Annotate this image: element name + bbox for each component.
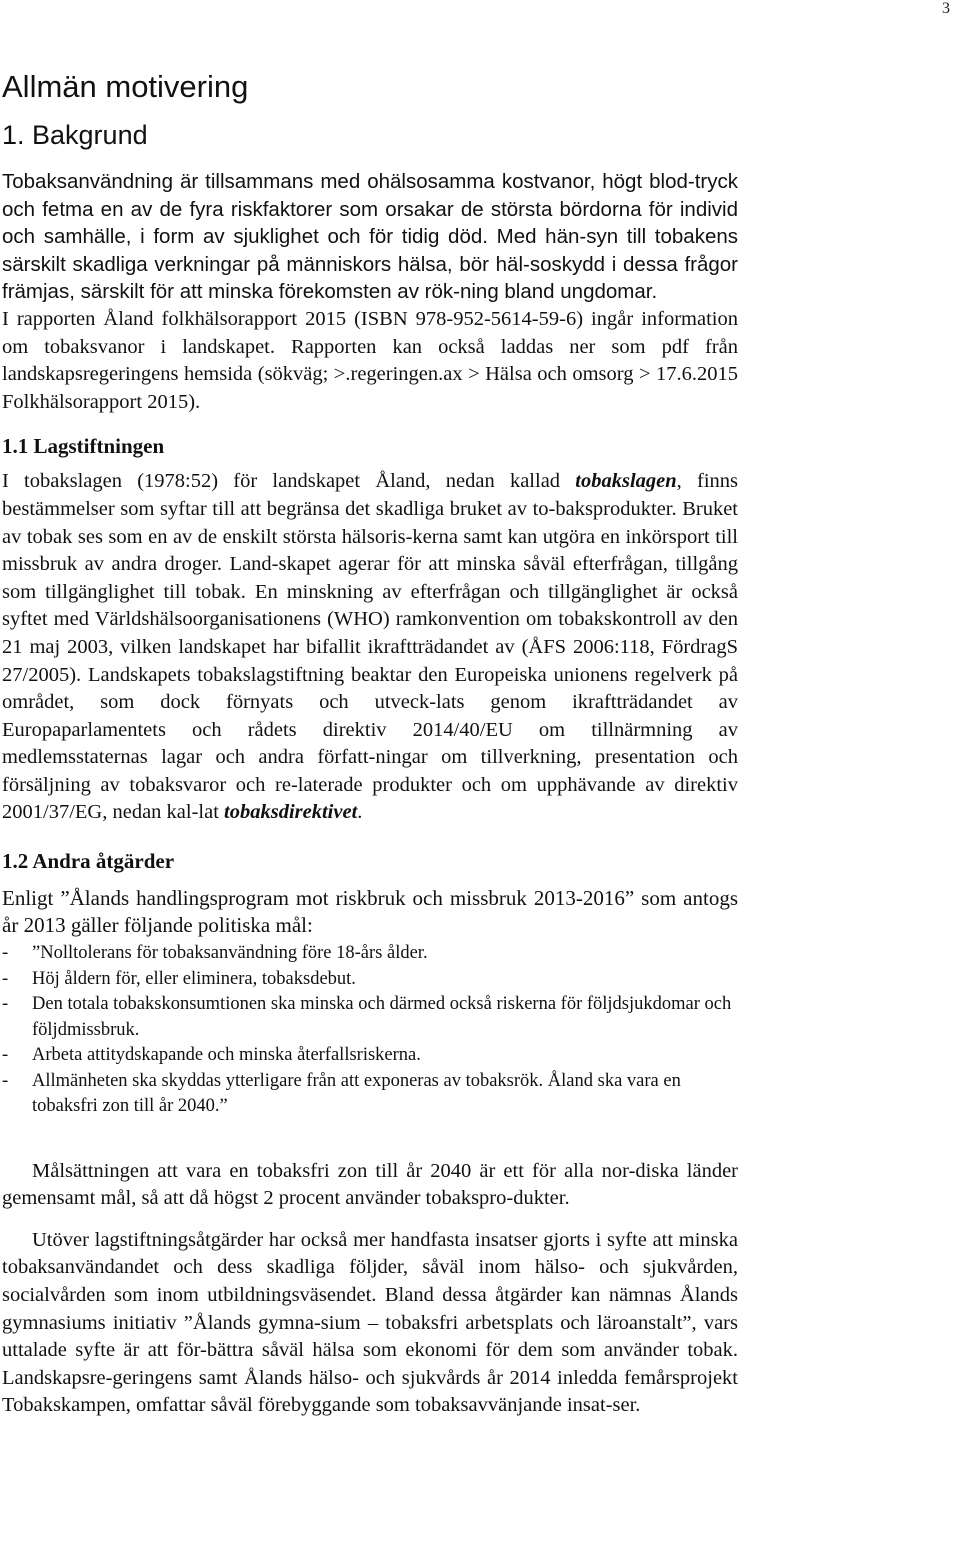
goal-text: ”Nolltolerans för tobaksanvändning före 18-års ålder. xyxy=(32,943,428,964)
section-heading-bakgrund: 1. Bakgrund xyxy=(2,120,148,150)
spacer xyxy=(2,1120,738,1158)
report-reference-paragraph: I rapporten Åland folkhälsorapport 2015 (ISBN 978-952-5614-59-6) ingår information om tobaksvanor i landskapet. Rapporten kan också laddas ner som pdf från landskapsregeringens hemsida (sökväg; >.regeringen.ax > Hälsa och omsorg > 17.6.2015 Folkhälsorapport 2015). xyxy=(2,307,738,413)
goal-text: Den totala tobakskonsumtionen ska minska och därmed också riskerna för följdsjukdomar och följdmissbruk. xyxy=(32,994,732,1040)
lagstiftningen-paragraph xyxy=(2,468,738,827)
document-body xyxy=(2,68,738,1420)
program-intro: Enligt ”Ålands handlingsprogram mot riskbruk och missbruk 2013-2016” som antogs år 2013 gäller följande politiska mål: xyxy=(2,886,738,938)
list-item: - Den totala tobakskonsumtionen ska minska och därmed också riskerna för följdsjukdomar och följdmissbruk. xyxy=(2,994,732,1040)
subsection-heading-andra-atgarder: 1.2 Andra åtgärder xyxy=(2,849,175,874)
page-title: Allmän motivering xyxy=(2,69,249,104)
lagstiftningen-text-a: I tobakslagen (1978:52) för landskapet Åland, nedan kallad xyxy=(2,470,576,493)
list-item: - Höj åldern för, eller eliminera, tobaksdebut. xyxy=(2,968,356,989)
lagstiftningen-text-c: . xyxy=(357,801,363,824)
subsection-heading-lagstiftningen: 1.1 Lagstiftningen xyxy=(2,434,165,459)
target-2040-paragraph: Målsättningen att vara en tobaksfri zon till år 2040 är ett för alla nor-diska länder gemensamt mål, så att då högst 2 procent använder tobakspro-dukter. xyxy=(2,1159,738,1210)
goal-text: Höj åldern för, eller eliminera, tobaksdebut. xyxy=(32,968,356,989)
term-tobakslagen: tobakslagen xyxy=(575,470,677,493)
list-item: - Allmänheten ska skyddas ytterligare från att exponeras av tobaksrök. Åland ska vara en tobaksfri zon till år 2040.” xyxy=(2,1070,681,1117)
goal-text: Arbeta attitydskapande och minska återfallsriskerna. xyxy=(32,1045,421,1066)
bakgrund-paragraph xyxy=(2,168,738,306)
list-item: - Arbeta attitydskapande och minska återfallsriskerna. xyxy=(2,1045,421,1066)
bakgrund-text: Tobaksanvändning är tillsammans med ohälsosamma kostvanor, högt blod-tryck och fetma en av de fyra riskfaktorer som orsakar de största bördorna för individ och samhälle, i form av sjuklighet och för tidig död. Med hän-syn till tobakens särskilt skadliga verkningar på människors hälsa, bör häl-soskydd i dessa frågor främjas, särskilt för att minska förekomsten av rök-ning bland ungdomar. xyxy=(2,170,738,304)
lagstiftningen-text-b: , finns bestämmelser som syftar till att begränsa det skadliga bruket av to-baksprodukter. Bruket av tobak ses som en av de enskilt största hälsoris-kerna samt kan utgöra en inkörsport till missbruk av andra droger. Land-skapet agerar för att minska såväl efterfrågan, tillgång som tillgänglighet till tobak. En minskning av efterfrågan och tillgänglighet är också syftet med Världshälsoorganisationens (WHO) ramkonvention om tobakskontroll av den 21 maj 2003, vilken landskapet har bifallit ikraftträdandet av (ÅFS 2006:118, FördragS 27/2005). Landskapets tobakslagstiftning beaktar den Europeiska unionens regelverk på området, som dock förnyats och utveck-lats genom ikraftträdandet av Europaparlamentets och rådets direktiv 2014/40/EU om tillnärmning av medlemsstaternas lagar och andra författ-ningar om tillverkning, presentation och försäljning av tobaksvaror och re-laterade produkter och om upphävande av direktiv 2001/37/EG, nedan kal-lat xyxy=(2,470,739,824)
goal-text: Allmänheten ska skyddas ytterligare från att exponeras av tobaksrök. Åland ska vara en tobaksfri zon till år 2040.” xyxy=(32,1070,681,1117)
other-measures-paragraph: Utöver lagstiftningsåtgärder har också mer handfasta insatser gjorts i syfte att minska tobaksanvändandet och dess skadliga följder, såväl inom hälso- och sjukvården, socialvården som inom utbildningsväsendet. Bland dessa åtgärder kan nämnas Ålands gymnasiums initiativ ”Ålands gymna-sium – tobaksfri arbetsplats och läroanstalt”, vars uttalade syfte är att för-bättra såväl hälsa som ekonomi för dem som använder tobak. Landskapsre-geringens samt Ålands hälso- och sjukvårds år 2014 inledda femårsprojekt Tobakskampen, omfattar såväl förebyggande som tobaksavvänjande insat-ser. xyxy=(2,1228,738,1417)
policy-goals-list xyxy=(2,941,738,1120)
list-item: - ”Nolltolerans för tobaksanvändning före 18-års ålder. xyxy=(2,943,428,964)
page-number: 3 xyxy=(942,0,950,17)
term-tobaksdirektivet: tobaksdirektivet xyxy=(224,801,358,824)
